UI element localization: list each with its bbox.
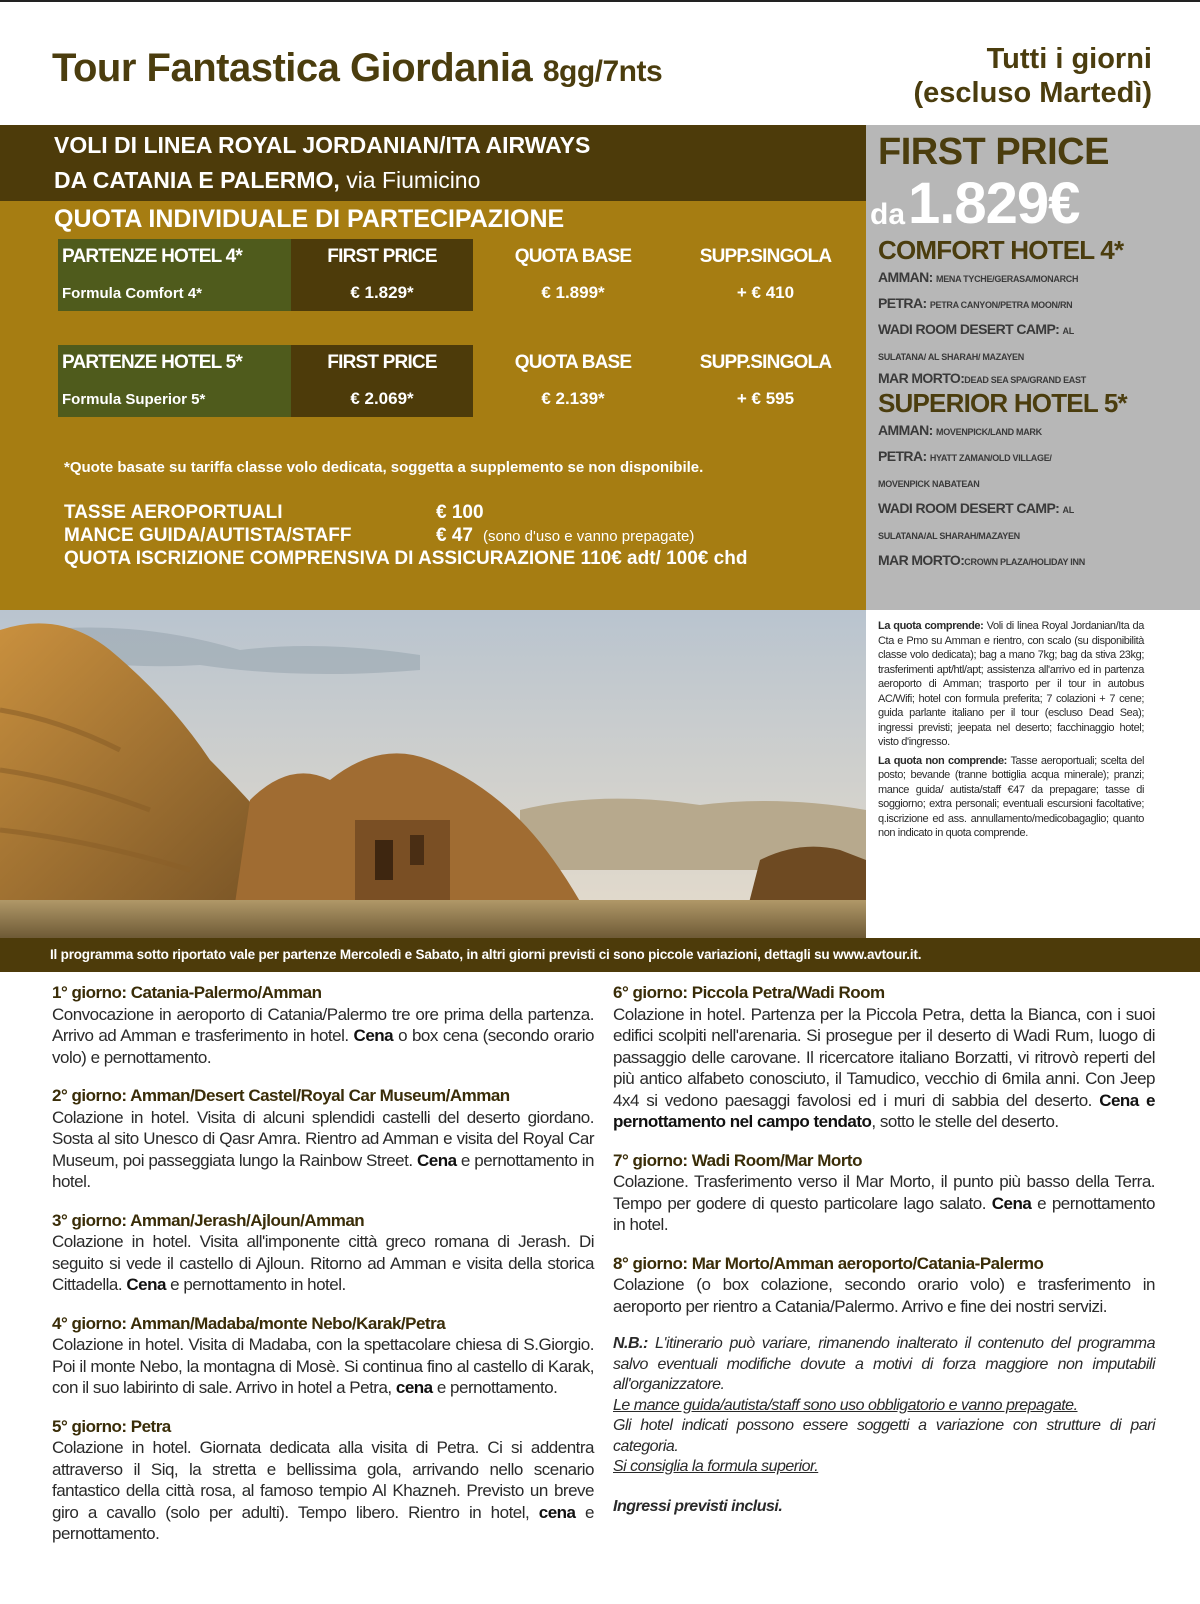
fee-airport-tax [64, 501, 747, 524]
day-title: 4° giorno: Amman/Madaba/monte Nebo/Karak/Petra [52, 1313, 446, 1333]
table-cell: + € 410 [736, 283, 795, 302]
departure-days-line2: (escluso Martedì) [913, 77, 1152, 109]
table-header-cell: PARTENZE HOTEL 5* [58, 345, 291, 381]
fee-value: € 100 [436, 502, 484, 523]
price-section-title: QUOTA INDIVIDUALE DI PARTECIPAZIONE [54, 205, 565, 233]
comfort-hotel-title: COMFORT HOTEL 4* [878, 235, 1124, 265]
table-cell: Formula Superior 5* [58, 381, 291, 417]
price-table-header [58, 345, 858, 381]
flights-banner [0, 125, 866, 201]
day-title: 1° giorno: Catania-Palermo/Amman [52, 983, 322, 1002]
table-header-cell: PARTENZE HOTEL 4* [58, 239, 291, 275]
hotel-line [878, 265, 1200, 291]
day-text-part: e pernottamento in hotel. [170, 1275, 346, 1294]
day-text-part: Colazione in hotel. Visita di Madaba, con la spettacolare chiesa di S.Giorgio. Poi il monte Nebo, la montagna di Mosè. Si continua fino al castello di Karak, con il suo labirinto di sale. Arrivo in hotel a Petra, [52, 1335, 594, 1397]
day-text [52, 1437, 594, 1545]
itinerary-day-5 [52, 1416, 594, 1545]
day-text [613, 1004, 1155, 1133]
fee-registration: QUOTA ISCRIZIONE COMPRENSIVA DI ASSICURAZIONE 110€ adt/ 100€ chd [64, 548, 748, 569]
table-cell: + € 595 [736, 389, 795, 408]
tour-duration: 8gg/7nts [542, 55, 663, 88]
hotel-city: MAR MORTO: [878, 370, 965, 386]
table-row [58, 275, 858, 311]
table-cell: Formula Comfort 4* [58, 275, 291, 311]
hotel-names: PETRA CANYON/PETRA MOON/RN [929, 300, 1073, 310]
fee-label: TASSE AEROPORTUALI [64, 502, 283, 523]
flights-via: via Fiumicino [346, 167, 481, 193]
day-text-bold: Cena [416, 1150, 457, 1170]
fee-tips [64, 524, 747, 547]
inclusions-panel [866, 610, 1200, 938]
first-price-panel [866, 125, 1200, 610]
hotel-city: WADI ROOM DESERT CAMP: [878, 500, 1060, 516]
day-text-part: o box cena (secondo orario volo) e pernottamento. [52, 1026, 594, 1067]
hotel-line [878, 522, 1200, 548]
table-cell: € 2.069* [291, 381, 473, 417]
day-title: 6° giorno: Piccola Petra/Wadi Room [613, 983, 885, 1002]
table-cell: € 2.139* [541, 389, 605, 408]
hotel-names: AL [1062, 326, 1074, 336]
table-header-cell: FIRST PRICE [291, 239, 473, 275]
hotel-names: SULATANA/AL SHARAH/MAZAYEN [878, 531, 1020, 541]
hotel-line [878, 470, 1200, 496]
fare-note: *Quote basate su tariffa classe volo dedicata, soggetta a supplemento se non disponibile. [64, 459, 704, 476]
day-text [52, 1107, 594, 1193]
ground [0, 900, 866, 938]
hotel-line [878, 317, 1200, 343]
day-text-bold: Cena e pernottamento nel campo tendato [613, 1090, 1155, 1131]
hotel-names: AL [1062, 505, 1074, 515]
itinerary-day-4 [52, 1313, 594, 1399]
itinerary-day-7 [613, 1150, 1155, 1236]
price-prefix: da [870, 198, 906, 231]
hotel-names: MOVENPICK/LAND MARK [936, 427, 1042, 437]
hotel-city: AMMAN: [878, 269, 933, 285]
day-text-part: Colazione in hotel. Partenza per la Piccola Petra, detta la Bianca, con i suoi edifici scolpiti nell'arenaria. Si prosegue per il deserto di Wadi Rum, luogo di passaggio delle carovane. Il ricercatore italiano Borzatti, vi ritrovò reperti del più antico alfabeto conosciuto, il Tamudico, vecchio di 6mila anni. Con Jeep 4x4 si vedono paesaggi favolosi ed i muri di sabbia del deserto. [613, 1004, 1155, 1110]
day-text-bold: Cena [353, 1026, 394, 1045]
hotel-names: SULATANA/ AL SHARAH/ MAZAYEN [878, 352, 1024, 362]
price-table-header [58, 239, 858, 275]
price-table-hotel5 [58, 345, 858, 417]
fee-note: (sono d'uso e vanno prepagate) [482, 528, 695, 545]
flights-line2 [54, 163, 866, 198]
hotel-city: WADI ROOM DESERT CAMP: [878, 321, 1060, 337]
itinerary-day-3 [52, 1210, 594, 1296]
table-header-cell: QUOTA BASE [514, 352, 632, 373]
includes-paragraph [878, 619, 1144, 750]
day-title: 7° giorno: Wadi Room/Mar Morto [613, 1150, 862, 1170]
nb-label: N.B.: [613, 1335, 648, 1352]
superior-hotel-list [878, 418, 1200, 574]
day-text-bold: cena [395, 1378, 433, 1397]
table-row [58, 381, 858, 417]
excludes-paragraph [878, 754, 1144, 841]
departure-days-line1: Tutti i giorni [986, 43, 1152, 75]
nb-line [613, 1334, 1155, 1396]
hotel-city: MAR MORTO: [878, 552, 965, 568]
nb-line: Si consiglia la formula superior. [613, 1458, 819, 1475]
includes-label: La quota comprende: [878, 620, 984, 632]
hotel-names: CROWN PLAZA/HOLIDAY INN [964, 557, 1085, 567]
hotel-names: DEAD SEA SPA/GRAND EAST [964, 375, 1086, 385]
nb-notes [613, 1334, 1155, 1478]
monastery-niche [410, 835, 424, 865]
petra-photo [0, 610, 866, 938]
entries-included: Ingressi previsti inclusi. [613, 1497, 783, 1515]
day-text-part: Colazione in hotel. Visita di alcuni splendidi castelli del deserto giordano. Sosta al sito Unesco di Qasr Amra. Rientro ad Amman e visita del Royal Car Museum, poi passeggiata lungo la Rainbow Street. [52, 1107, 594, 1170]
excludes-text: Tasse aeroportuali; scelta del posto; bevande (tranne bottiglia acqua minerale); pranzi; mance guida/ autista/staff €47 da prepagare; tasse di soggiorno; extra personali; eventuali escursioni facoltative; q.iscrizione ed ass. annullamento/medicobagaglio; quanto non indicato in quota comprende. [878, 754, 1145, 839]
price-value: 1.829€ [908, 171, 1080, 236]
day-title: 3° giorno: Amman/Jerash/Ajloun/Amman [52, 1210, 365, 1230]
hotel-line [878, 496, 1200, 522]
day-text-part: Colazione in hotel. Giornata dedicata alla visita di Petra. Ci si addentra attraverso il Siq, la stretta e bellissima gola, arrivando nello scenario fantastico della città rosa, al famoso tempio Al Khazneh. Previsto un breve giro a cavallo (solo per adulti). Tempo libero. Rientro in hotel, [52, 1438, 594, 1522]
day-text [52, 1004, 594, 1069]
nb-line: Gli hotel indicati possono essere soggetti a variazione con strutture di pari categoria. [613, 1417, 1155, 1455]
monastery-door [375, 840, 393, 880]
day-text-part: e pernottamento. [436, 1378, 558, 1397]
hotel-line [878, 444, 1200, 470]
itinerary-right-column [613, 982, 1155, 1517]
petra-landscape-image [0, 610, 866, 938]
itinerary-day-6 [613, 982, 1155, 1133]
fees-list [64, 501, 747, 570]
excludes-label: La quota non comprende: [878, 754, 1007, 767]
tour-name: Tour Fantastica Giordania [52, 46, 533, 90]
table-header-cell: SUPP.SINGOLA [699, 352, 832, 373]
table-header-cell: QUOTA BASE [514, 246, 632, 267]
hotel-line [878, 418, 1200, 444]
table-header-cell: FIRST PRICE [291, 345, 473, 381]
superior-hotel-title: SUPERIOR HOTEL 5* [878, 388, 1127, 418]
departure-days [914, 42, 1153, 110]
day-text [613, 1171, 1155, 1236]
day-text [52, 1231, 594, 1296]
hotel-line [878, 548, 1200, 574]
hotel-names: HYATT ZAMAN/OLD VILLAGE/ [929, 453, 1052, 463]
page-title [52, 46, 662, 91]
fee-value-group [436, 524, 694, 548]
hotel-line [878, 291, 1200, 317]
price-table-hotel4 [58, 239, 858, 311]
flights-origin: DA CATANIA E PALERMO, [54, 167, 340, 193]
day-text-part: Convocazione in aeroporto di Catania/Palermo tre ore prima della partenza. Arrivo ad Amman e trasferimento in hotel. [52, 1004, 594, 1045]
day-text-part: Colazione in hotel. Visita all'imponente città greco romana di Jerash. Di seguito si vede il castello di Ajloun. Ritorno ad Amman e visita della storica Cittadella. [52, 1232, 594, 1294]
itinerary-day-2 [52, 1085, 594, 1193]
program-note-strip: Il programma sotto riportato vale per partenze Mercoledì e Sabato, in altri giorni previsti ci sono piccole variazioni, dettagli su www.avtour.it. [0, 938, 1200, 972]
table-cell: € 1.899* [541, 283, 605, 302]
day-text-bold: cena [538, 1502, 576, 1522]
comfort-hotel-list [878, 265, 1200, 389]
flights-line1: VOLI DI LINEA ROYAL JORDANIAN/ITA AIRWAYS [54, 132, 591, 158]
day-text-part: e pernottamento in hotel. [52, 1150, 594, 1191]
table-header-cell: SUPP.SINGOLA [699, 246, 832, 267]
fee-label: MANCE GUIDA/AUTISTA/STAFF [64, 525, 352, 546]
hotel-line [878, 369, 1200, 389]
hotel-city: PETRA: [878, 295, 927, 311]
table-cell: € 1.829* [291, 275, 473, 311]
day-text-part: Colazione. Trasferimento verso il Mar Morto, il punto più basso della Terra. Tempo per godere di questo particolare lago salato. [613, 1172, 1155, 1213]
day-title: 5° giorno: Petra [52, 1416, 171, 1436]
price-section [0, 201, 866, 610]
monastery-facade [355, 820, 450, 900]
day-text-part: e pernottamento in hotel. [613, 1193, 1155, 1234]
day-text-bold: Cena [126, 1275, 166, 1294]
fee-value: € 47 [436, 525, 473, 546]
first-price-amount [870, 171, 1200, 236]
day-text [52, 1334, 594, 1399]
header [0, 0, 1200, 125]
includes-text: Voli di linea Royal Jordanian/Ita da Cta e Pmo su Amman e rientro, con scalo (su disponibilità classe volo dedicata); bag a mano 7kg; bag da stiva 23kg; trasferimenti apt/htl/apt; assistenza all'arrivo ed in partenza aeroporto di Amman; trasporto per il tour in autobus AC/Wifi; hotel con formula preferita; 7 colazioni + 7 cene; guida parlante italiano per il tour (escluso Dead Sea); ingressi previsti; jeepata nel deserto; facchinaggio hotel; visto d'ingresso. [878, 620, 1144, 748]
itinerary-day-8 [613, 1253, 1155, 1318]
nb-text: L'itinerario può variare, rimanendo inalterato il contenuto del programma salvo eventuali modifiche dovute a motivi di forza maggiore non imputabili all'organizzatore. [613, 1335, 1155, 1393]
hotel-city: PETRA: [878, 448, 927, 464]
hotel-line [878, 343, 1200, 369]
day-text-part: , sotto le stelle del deserto. [871, 1112, 1059, 1131]
itinerary-left-column [52, 982, 594, 1562]
hotel-names: MENA TYCHE/GERASA/MONARCH [936, 274, 1079, 284]
day-title: 2° giorno: Amman/Desert Castel/Royal Car Museum/Amman [52, 1086, 510, 1105]
day-text-part: e pernottamento. [52, 1502, 594, 1543]
hotel-city: AMMAN: [878, 422, 933, 438]
day-text: Colazione (o box colazione, secondo orario volo) e trasferimento in aeroporto per rientro a Catania/Palermo. Arrivo e fine dei nostri servizi. [613, 1275, 1155, 1316]
itinerary-day-1 [52, 982, 594, 1068]
day-text-bold: Cena [991, 1193, 1032, 1213]
first-price-heading: FIRST PRICE [878, 131, 1109, 173]
day-title: 8° giorno: Mar Morto/Amman aeroporto/Catania-Palermo [613, 1253, 1044, 1273]
hotel-names: MOVENPICK NABATEAN [878, 479, 980, 489]
nb-line: Le mance guida/autista/staff sono uso obbligatorio e vanno prepagate. [613, 1396, 1078, 1414]
